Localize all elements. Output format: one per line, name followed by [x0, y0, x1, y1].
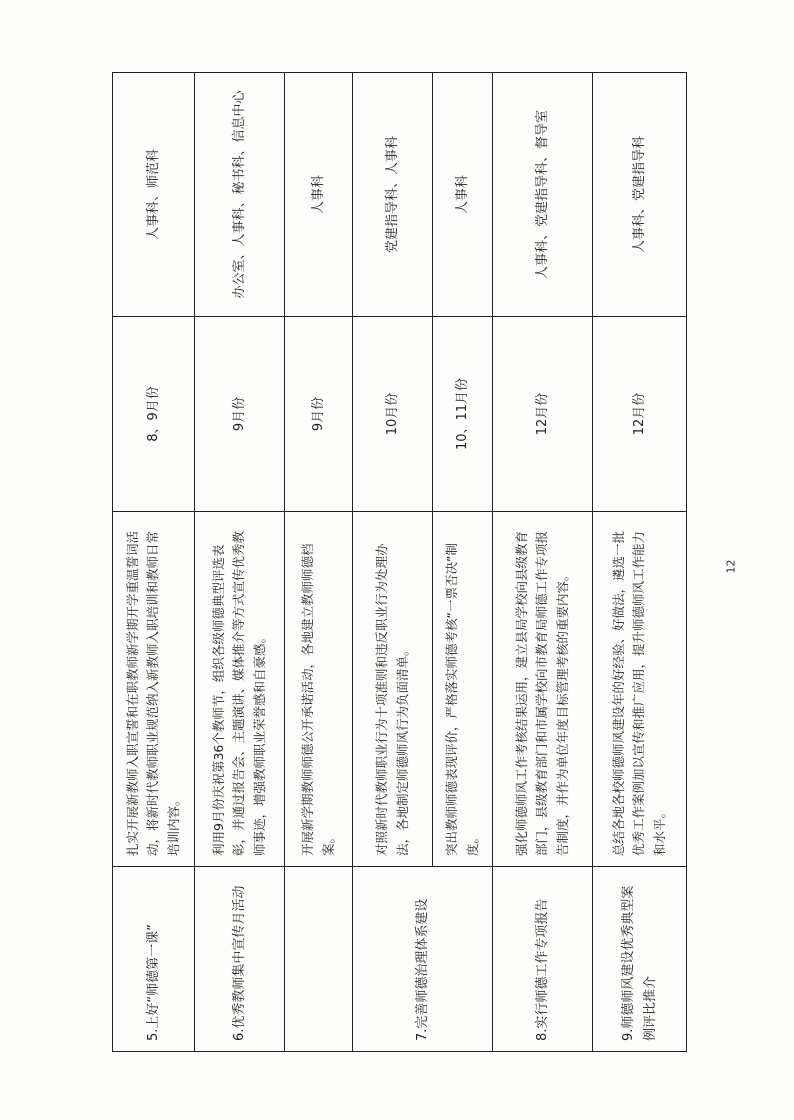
time-cell: 12月份 [493, 317, 593, 512]
content-cell: 总结各地各校师德师风建设年的好经验、好做法，遴选一批优秀工作案例加以宣传和推广应用，提升师德师风工作能力和水平。 [593, 512, 687, 867]
dept-cell: 人事科、师范科 [113, 73, 195, 317]
dept-cell: 人事科、党建指导科 [593, 73, 687, 317]
content-cell: 强化师德师风工作考核结果运用，建立县局学校向县级教育部门，县级教育部门和市属学校向市教育局师德工作专项报告制度，并作为单位年度目标管理考核的重要内容。 [493, 512, 593, 867]
content-cell: 突出教师师德表现评价，严格落实师德考核“一票否决”制度。 [433, 512, 493, 867]
item-cell: 5.上好“师德第一课” [113, 867, 195, 1052]
content-cell: 利用9月份庆祝第36个教师节，组织各级师德典型评选表彰，并通过报告会、主题演讲、媒体推介等方式宣传优秀教师事迹，增强教师职业荣誉感和自豪感。 [195, 512, 285, 867]
item-cell [285, 867, 353, 1052]
item-cell: 8.实行师德工作专项报告 [493, 867, 593, 1052]
time-cell: 10、11月份 [433, 317, 493, 512]
content-cell: 对照新时代教师职业行为十项准则和违反职业行为处理办法，各地制定师德师风行为负面清单。 [353, 512, 433, 867]
dept-cell: 办公室、人事科、秘书科、信息中心 [195, 73, 285, 317]
time-cell: 9月份 [195, 317, 285, 512]
page-number: 12 [724, 559, 738, 574]
table-row [195, 73, 285, 1052]
time-cell: 8、9月份 [113, 317, 195, 512]
table-row [593, 73, 687, 1052]
item-cell: 6.优秀教师集中宣传月活动 [195, 867, 285, 1052]
dept-cell: 人事科、党建指导科、督导室 [493, 73, 593, 317]
dept-cell: 人事科 [433, 73, 493, 317]
work-plan-table [112, 72, 687, 1052]
table-row [285, 73, 353, 1052]
table-row [113, 73, 195, 1052]
content-cell: 开展新学期教师师德公开承诺活动，各地建立教师师德档案。 [285, 512, 353, 867]
table-row [353, 73, 433, 1052]
time-cell: 10月份 [353, 317, 433, 512]
dept-cell: 人事科 [285, 73, 353, 317]
rotated-table-wrapper [112, 72, 686, 1052]
content-cell: 扎实开展新教师入职宣誓和在职教师新学期开学重温誓词活动，将新时代教师职业规范纳入新教师入职培训和教师日常培训内容。 [113, 512, 195, 867]
dept-cell: 党建指导科、人事科 [353, 73, 433, 317]
time-cell: 12月份 [593, 317, 687, 512]
item-cell: 9.师德师风建设优秀典型案例评比推介 [593, 867, 687, 1052]
item-cell: 7.完善师德治理体系建设 [353, 867, 493, 1052]
table-row [493, 73, 593, 1052]
time-cell: 9月份 [285, 317, 353, 512]
